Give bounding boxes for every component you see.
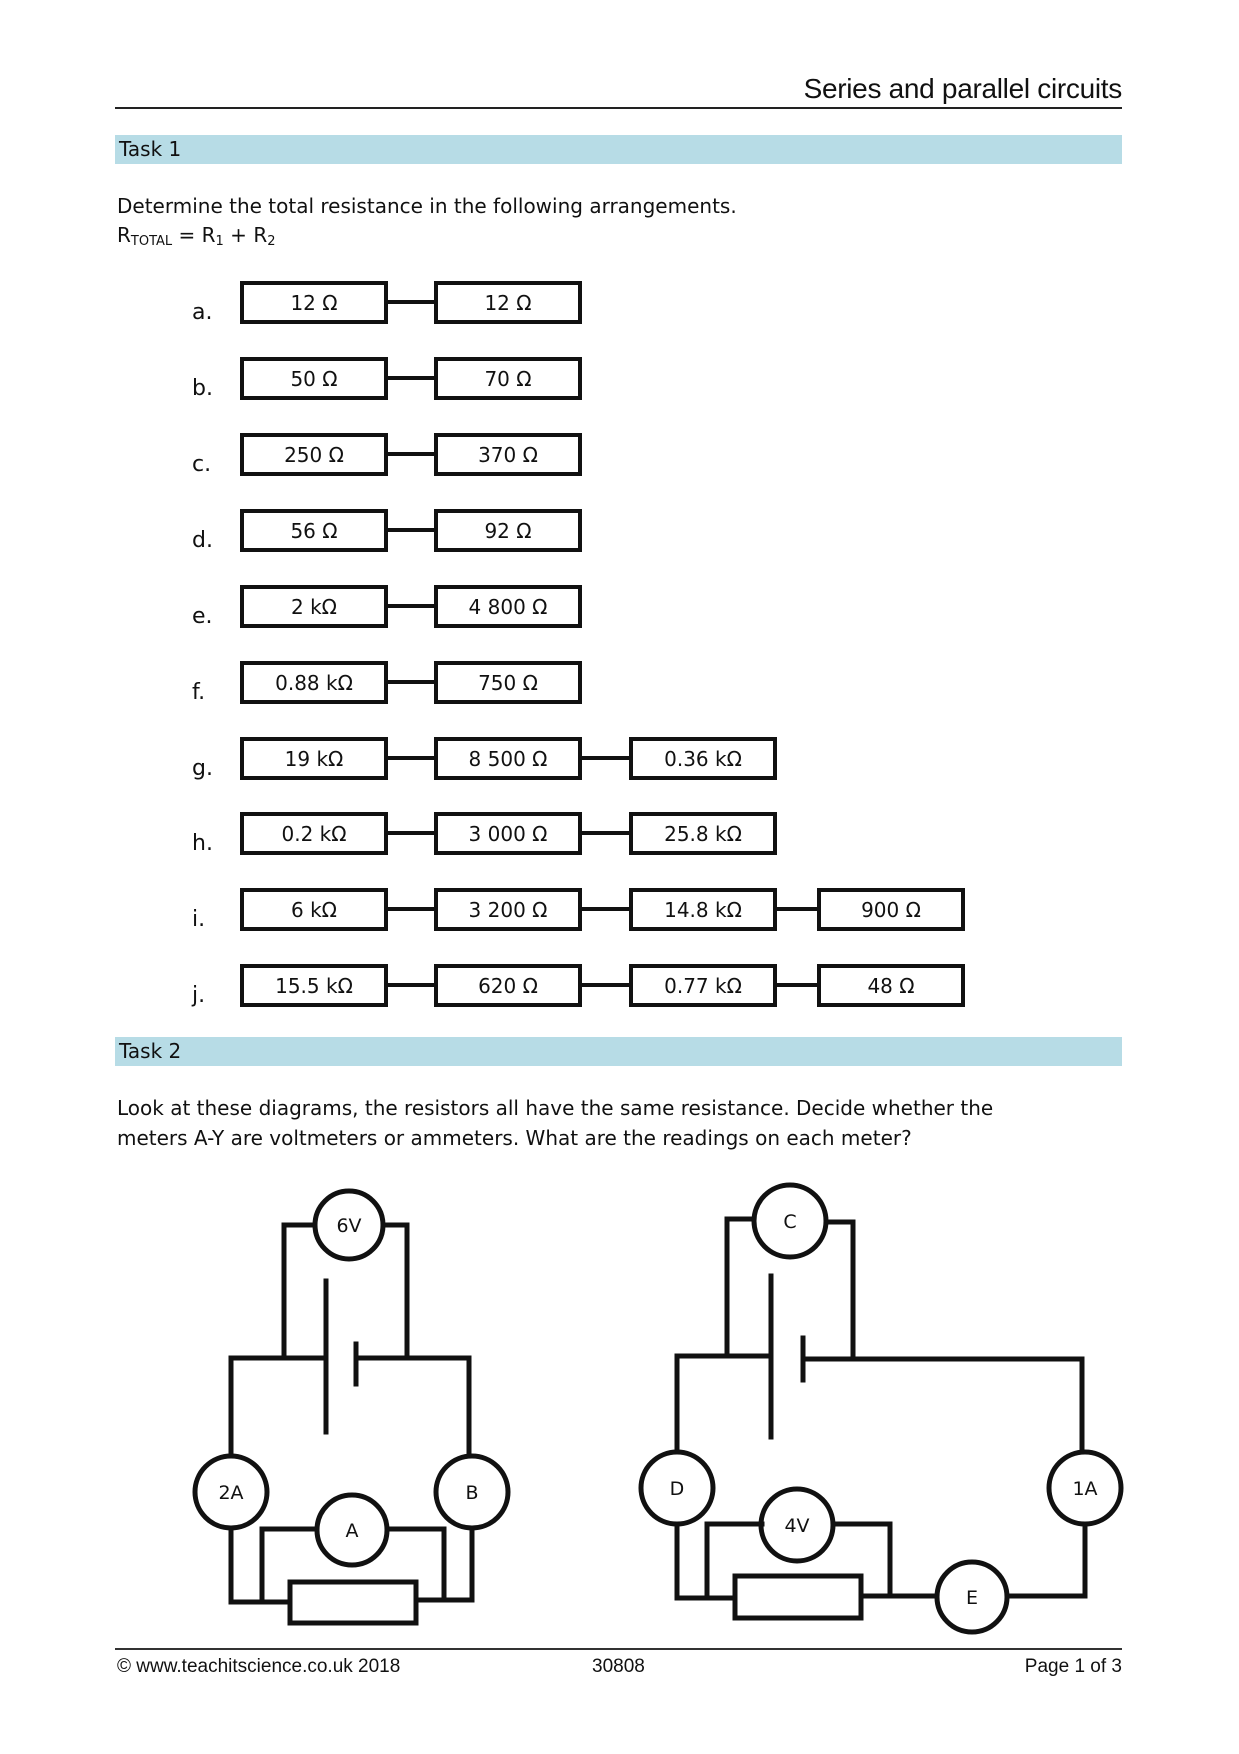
resistor-box: 3 000 Ω	[434, 812, 582, 855]
formula-r1: R	[201, 223, 216, 247]
circuit-1	[195, 1191, 508, 1623]
formula-sub-1: 1	[215, 234, 224, 249]
task2-line2: meters A-Y are voltmeters or ammeters. What are the readings on each meter?	[117, 1126, 912, 1150]
resistor-box: 19 kΩ	[240, 737, 388, 780]
resistor-box: 56 Ω	[240, 509, 388, 552]
task2-heading: Task 2	[119, 1039, 182, 1063]
meter-d-label: D	[669, 1478, 685, 1500]
row-label: f.	[192, 680, 206, 705]
resistor-box: 250 Ω	[240, 433, 388, 476]
meter-4v-label: 4V	[784, 1515, 810, 1537]
resistor-box: 14.8 kΩ	[629, 888, 777, 931]
resistor-box: 15.5 kΩ	[240, 964, 388, 1007]
circuit-2	[641, 1185, 1121, 1632]
resistor-box: 12 Ω	[240, 281, 388, 324]
resistor-box: 70 Ω	[434, 357, 582, 400]
formula-r2: R	[253, 223, 268, 247]
meter-2a-label: 2A	[218, 1482, 244, 1504]
meter-c-label: C	[783, 1211, 797, 1233]
row-label: h.	[192, 831, 213, 856]
row-label: g.	[192, 756, 213, 781]
task1-heading: Task 1	[119, 137, 182, 161]
footer-page: Page 1 of 3	[1024, 1656, 1122, 1677]
resistor-box: 8 500 Ω	[434, 737, 582, 780]
row-label: a.	[192, 300, 213, 325]
resistor-box: 0.2 kΩ	[240, 812, 388, 855]
footer-copyright: © www.teachitscience.co.uk 2018	[117, 1656, 401, 1677]
resistor-box: 750 Ω	[434, 661, 582, 704]
row-label: j.	[192, 983, 206, 1008]
resistor-box: 0.77 kΩ	[629, 964, 777, 1007]
resistor-box: 370 Ω	[434, 433, 582, 476]
row-label: d.	[192, 528, 213, 553]
meter-e-label: E	[965, 1587, 979, 1609]
resistor-box: 4 800 Ω	[434, 585, 582, 628]
resistor-box: 0.36 kΩ	[629, 737, 777, 780]
row-label: i.	[192, 907, 206, 932]
resistor-box: 620 Ω	[434, 964, 582, 1007]
resistor-box: 92 Ω	[434, 509, 582, 552]
resistor-box: 2 kΩ	[240, 585, 388, 628]
row-label: b.	[192, 376, 213, 401]
page-title: Series and parallel circuits	[803, 73, 1122, 104]
task2-line1: Look at these diagrams, the resistors all have the same resistance. Decide whether the	[117, 1096, 994, 1120]
task1-instruction: Determine the total resistance in the following arrangements.	[117, 194, 737, 218]
footer-rule	[115, 1648, 1122, 1650]
row-label: e.	[192, 604, 213, 629]
resistor-box: 0.88 kΩ	[240, 661, 388, 704]
formula-sub-total: TOTAL	[130, 234, 173, 249]
meter-a-label: A	[345, 1520, 359, 1542]
circuit-2-labels	[670, 1211, 1098, 1609]
resistor-box: 900 Ω	[817, 888, 965, 931]
resistor-box: 6 kΩ	[240, 888, 388, 931]
meter-b-label: B	[465, 1482, 479, 1504]
formula-sub-2: 2	[267, 234, 276, 249]
formula-r: R	[117, 223, 131, 247]
resistor-box: 3 200 Ω	[434, 888, 582, 931]
resistor-box: 48 Ω	[817, 964, 965, 1007]
resistor-box: 25.8 kΩ	[629, 812, 777, 855]
resistor-box: 12 Ω	[434, 281, 582, 324]
formula-equals: =	[172, 223, 202, 247]
row-label: c.	[192, 452, 212, 477]
meter-6v-label: 6V	[336, 1215, 362, 1237]
meter-1a-label: 1A	[1072, 1478, 1098, 1500]
resistor-box: 50 Ω	[240, 357, 388, 400]
footer-code: 30808	[592, 1656, 645, 1677]
formula-plus: +	[223, 223, 254, 247]
